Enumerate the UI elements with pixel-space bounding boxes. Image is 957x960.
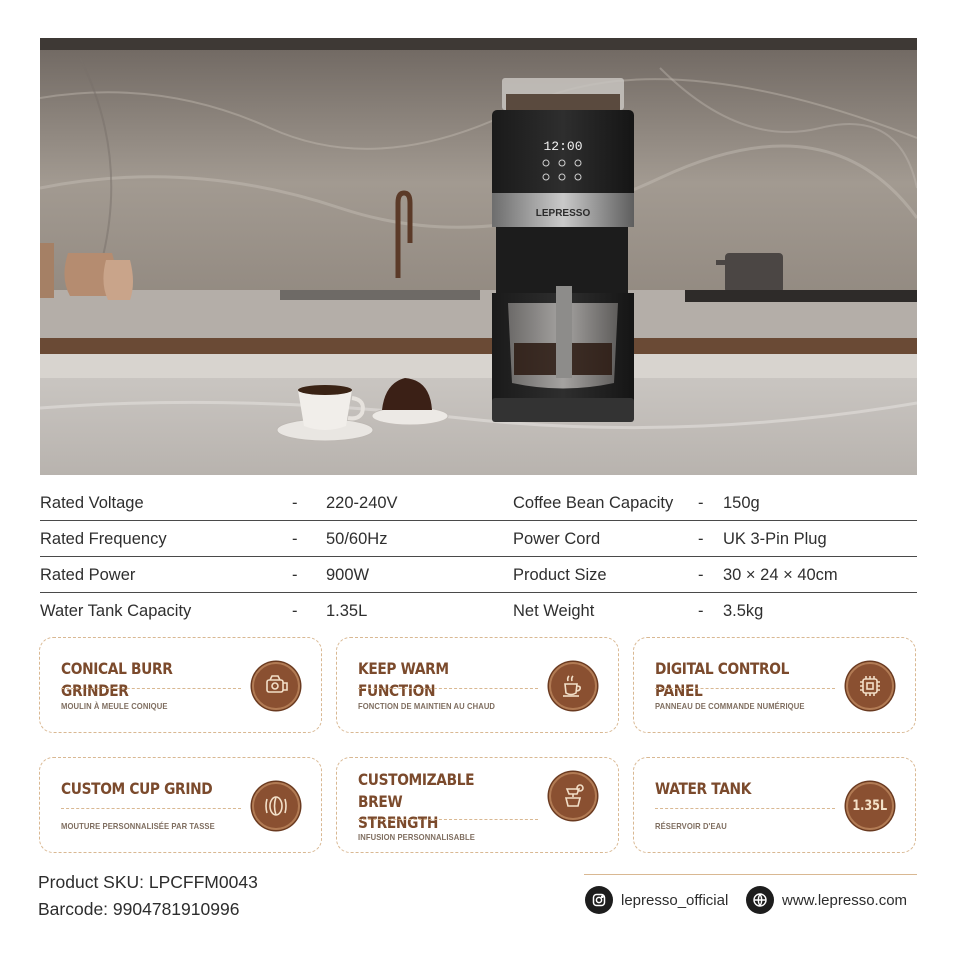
- grinder-icon: [252, 662, 300, 710]
- footer-divider: [584, 874, 917, 875]
- spec-row: [40, 593, 917, 629]
- spec-value: 30 × 24 × 40cm: [723, 566, 838, 584]
- spec-value: 3.5kg: [723, 602, 764, 620]
- feature-title-line: STRENGTH: [358, 813, 439, 833]
- warm-cup-icon: [549, 662, 597, 710]
- spec-separator: -: [292, 530, 298, 548]
- spec-value: 50/60Hz: [326, 530, 388, 548]
- spec-label: Water Tank Capacity: [40, 602, 192, 620]
- spec-table: [40, 485, 917, 629]
- feature-divider: [358, 688, 538, 689]
- instagram-link[interactable]: [585, 886, 728, 914]
- spec-label: Coffee Bean Capacity: [513, 494, 674, 512]
- instagram-icon: [585, 886, 613, 914]
- feature-card-conical-burr-grinder: [39, 637, 322, 733]
- product-hero-image: [40, 38, 917, 475]
- feature-card-water-tank: [633, 757, 916, 853]
- instagram-handle: lepresso_official: [621, 891, 729, 909]
- feature-subtitle: MOUTURE PERSONNALISÉE PAR TASSE: [61, 821, 215, 831]
- coffee-bean-icon: [252, 782, 300, 830]
- feature-divider: [61, 688, 241, 689]
- spec-separator: -: [698, 530, 704, 548]
- feature-divider: [655, 808, 835, 809]
- spec-value: UK 3-Pin Plug: [723, 530, 827, 548]
- spec-label: Net Weight: [513, 602, 595, 620]
- globe-icon: [746, 886, 774, 914]
- kitchen-scene-illustration: [40, 38, 917, 475]
- spec-row: [40, 557, 917, 593]
- spec-value: 220-240V: [326, 494, 398, 512]
- product-barcode: Barcode: 9904781910996: [38, 899, 240, 919]
- website-url: www.lepresso.com: [782, 891, 908, 909]
- feature-card-keep-warm: [336, 637, 619, 733]
- feature-divider: [655, 688, 835, 689]
- feature-divider: [358, 819, 538, 820]
- feature-card-digital-control-panel: [633, 637, 916, 733]
- feature-subtitle: PANNEAU DE COMMANDE NUMÉRIQUE: [655, 701, 805, 711]
- machine-display: 12:00: [543, 139, 583, 154]
- capacity-badge: [846, 782, 894, 830]
- spec-value: 900W: [326, 566, 370, 584]
- spec-label: Rated Frequency: [40, 530, 167, 548]
- spec-separator: -: [292, 494, 298, 512]
- spec-label: Power Cord: [513, 530, 601, 548]
- spec-row: [40, 485, 917, 521]
- spec-separator: -: [698, 494, 704, 512]
- website-link[interactable]: [746, 886, 907, 914]
- spec-label: Rated Power: [40, 566, 136, 584]
- feature-title: WATER TANK: [655, 779, 752, 798]
- capacity-value: 1.35L: [852, 798, 888, 814]
- spec-separator: -: [292, 566, 298, 584]
- feature-title: KEEP WARM FUNCTION: [358, 659, 449, 700]
- chip-icon: [846, 662, 894, 710]
- spec-row: [40, 521, 917, 557]
- feature-subtitle: FONCTION DE MAINTIEN AU CHAUD: [358, 701, 496, 711]
- spec-value: 150g: [723, 494, 760, 512]
- spec-separator: -: [698, 602, 704, 620]
- feature-title: CONICAL BURR GRINDER: [61, 659, 173, 700]
- machine-logo: LEPRESSO: [535, 208, 591, 219]
- feature-card-customizable-brew-strength: [336, 757, 619, 853]
- spec-label: Product Size: [513, 566, 607, 584]
- feature-subtitle: INFUSION PERSONNALISABLE: [358, 832, 475, 842]
- spec-separator: -: [292, 602, 298, 620]
- feature-subtitle: RÉSERVOIR D'EAU: [655, 821, 727, 831]
- feature-title: CUSTOM CUP GRIND: [61, 779, 213, 798]
- brew-icon: [549, 772, 597, 820]
- spec-value: 1.35L: [326, 602, 368, 620]
- feature-card-custom-cup-grind: [39, 757, 322, 853]
- feature-title: DIGITAL CONTROL PANEL: [655, 659, 790, 700]
- spec-separator: -: [698, 566, 704, 584]
- feature-title-line: CUSTOMIZABLE BREW: [358, 770, 475, 811]
- feature-subtitle: MOULIN À MEULE CONIQUE: [61, 701, 168, 711]
- spec-label: Rated Voltage: [40, 494, 144, 512]
- feature-divider: [61, 808, 241, 809]
- product-sku: Product SKU: LPCFFM0043: [38, 872, 258, 892]
- feature-title: [358, 769, 521, 834]
